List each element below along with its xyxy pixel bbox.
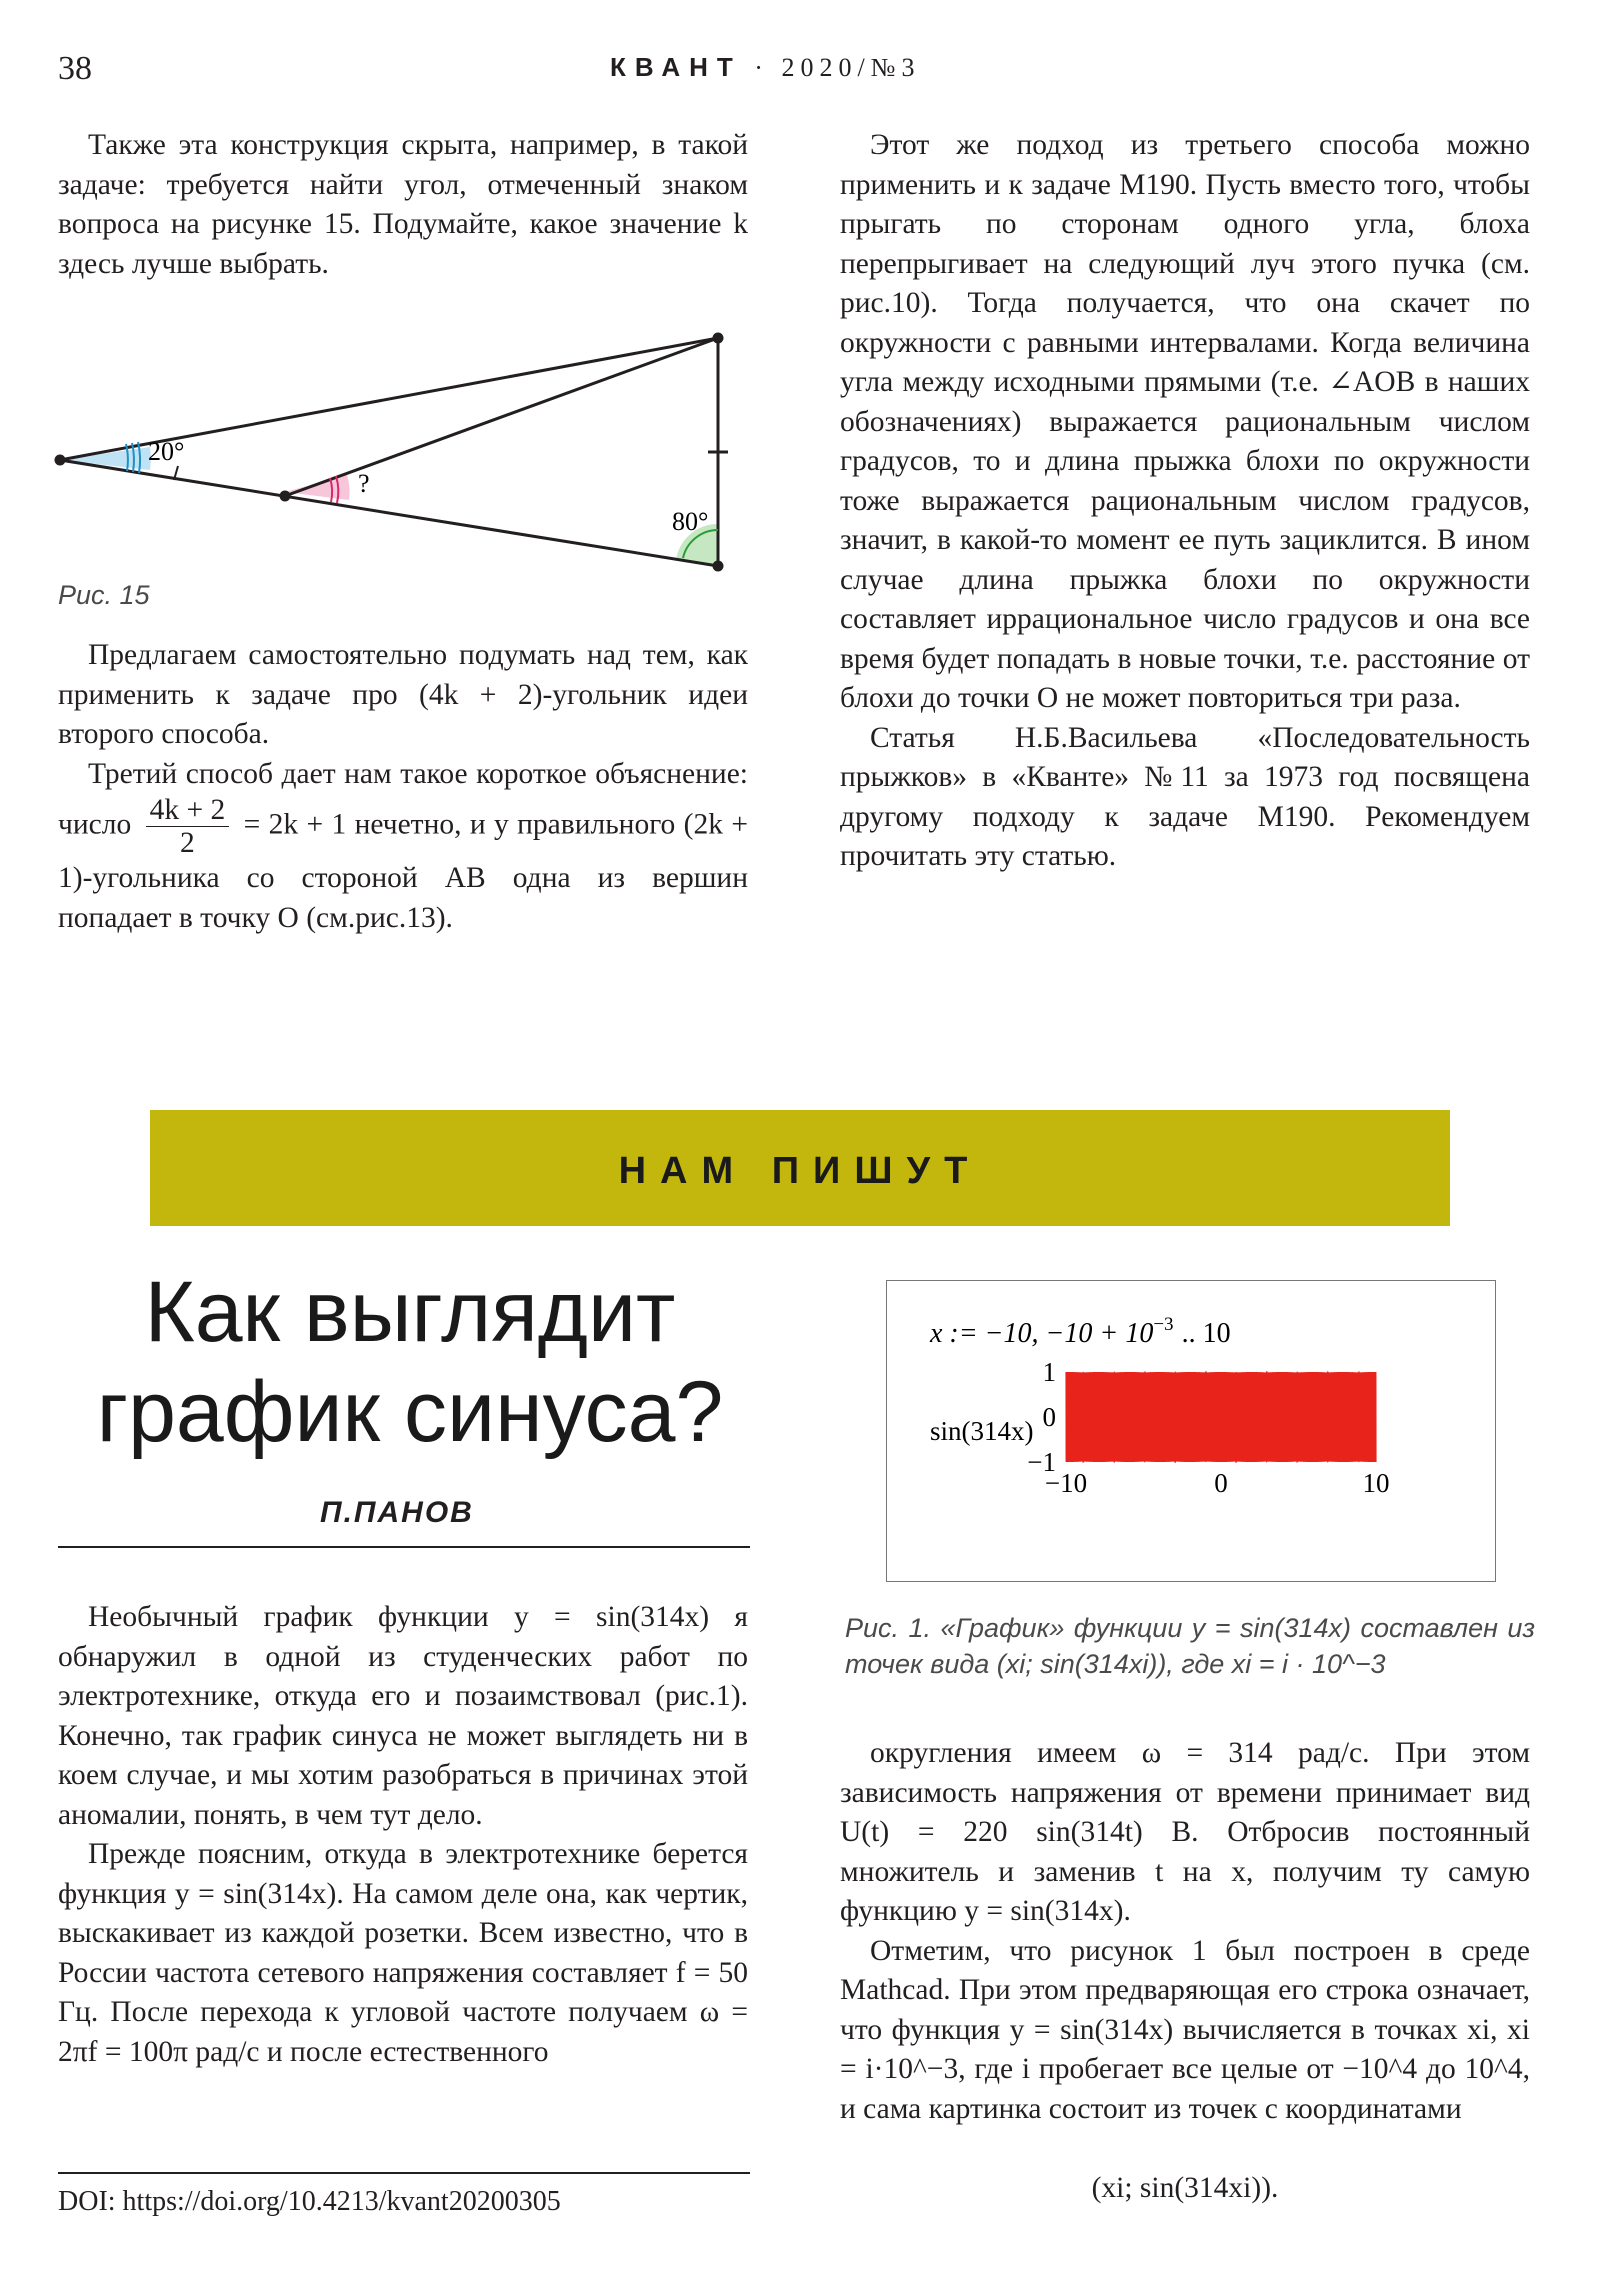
paragraph: округления имеем ω = 314 рад/с. При этом зависимость напряжения от времени принимает вид U(t) = 220 sin(314t) В. Отбросив постоянный множитель и заменив t на x, получим ту самую функцию y = sin(314x). xyxy=(840,1737,1530,1927)
page-number: 38 xyxy=(58,50,92,87)
figure-15 xyxy=(40,320,740,580)
text-span: = 2k + 1 нечетно, и у правильного (2k + 1)-угольника со стороной AB одна из вершин попадает в точку O (см.рис.13). xyxy=(58,808,749,934)
issue-number: · 2020/№3 xyxy=(754,53,921,82)
figure-1-chart xyxy=(886,1280,1494,1580)
coordinate-formula: (xi; sin(314xi)). xyxy=(1091,2172,1279,2204)
range-exponent: −3 xyxy=(1153,1314,1174,1335)
angle-question-fill xyxy=(285,475,350,500)
sine-series-line xyxy=(1066,1372,1376,1462)
paragraph: Статья Н.Б.Васильева «Последовательность прыжков» в «Кванте» №11 за 1973 год посвящена другому подходу к задаче М190. Рекомендуем прочитать эту статью. xyxy=(840,721,1530,872)
top-left-paragraph xyxy=(58,126,748,284)
running-header xyxy=(610,52,921,83)
title-line: график синуса? xyxy=(96,1364,724,1460)
doi-link[interactable]: DOI: https://doi.org/10.4213/kvant20200305 xyxy=(58,2186,561,2217)
paragraph: Прежде поясним, откуда в электротехнике берется функция y = sin(314x). На самом деле она, как чертик, выскакивает из каждой розетки. Всем известно, что в России частота сетевого напряжения составляет f = 50 Гц. После перехода к угловой частоте получаем ω = 2πf = 100π рад/с и после естественного xyxy=(58,1838,748,2068)
top-left-continuation xyxy=(58,636,748,938)
y-tick-label: 1 xyxy=(1042,1357,1056,1387)
paragraph: Также эта конструкция скрыта, например, в такой задаче: требуется найти угол, отмеченный знаком вопроса на рисунке 15. Подумайте, какое значение k здесь лучше выбрать. xyxy=(58,129,748,280)
plot-area xyxy=(1066,1372,1376,1462)
article-title xyxy=(60,1262,760,1462)
vertex-point xyxy=(280,491,291,502)
vertex-point xyxy=(713,561,724,572)
title-rule xyxy=(58,1546,750,1548)
title-line: Как выглядит xyxy=(144,1264,676,1360)
article-right-column xyxy=(840,1734,1530,2129)
fraction-numerator: 4k + 2 xyxy=(146,794,230,827)
y-axis-label: sin(314x) xyxy=(930,1416,1034,1446)
paragraph: Этот же подход из третьего способа можно применить и к задаче М190. Пусть вместо того, чтобы прыгать по сторонам одного угла, блоха перепрыгивает на следующий луч этого пучка (см. рис.10). Тогда получается, что она скачет по окружности с равными интервалами. Когда величина угла между исходными прямыми (т.е. ∠AOB в наших обозначениях) выражается рациональным числом градусов, то и длина прыжка блохи по окружности тоже выражается рациональным числом градусов, значит, в какой-то момент ее путь зациклится. В ином случае длина прыжка блохи по окружности составляет иррациональное число градусов и она все время будет попадать в новые точки, т.е. расстояние от блохи до точки O не может повториться три раза. xyxy=(840,129,1530,714)
range-definition xyxy=(929,1314,1231,1349)
text-span: Третий способ дает нам такое короткое объяснение: число xyxy=(58,757,748,841)
doi-rule xyxy=(58,2172,750,2174)
paragraph: Предлагаем самостоятельно подумать над тем, как применить к задаче про (4k + 2)-угольник идеи второго способа. xyxy=(58,639,748,750)
article-left-column xyxy=(58,1598,748,2072)
paragraph: Отметим, что рисунок 1 был построен в среде Mathcad. При этом предваряющая его строка означает, что функция y = sin(314x) вычисляется в точках xi, xi = i·10^−3, где i пробегает все целые от −10^4 до 10^4, и сама картинка состоит из точек с координатами xyxy=(840,1934,1530,2125)
angle-label-question: ? xyxy=(358,469,370,498)
paragraph xyxy=(58,755,748,939)
range-end: .. 10 xyxy=(1181,1318,1231,1349)
paragraph: Необычный график функции y = sin(314x) я обнаружил в одной из студенческих работ по электротехнике, откуда его и позаимствовал (рис.1). Конечно, так график синуса не может выглядеть ни в коем случае, и мы хотим разобраться в причинах этой аномалии, понять, в чем тут дело. xyxy=(58,1601,748,1831)
segment xyxy=(60,460,718,566)
range-text: x := −10, −10 + 10 xyxy=(930,1318,1154,1349)
fraction-denominator: 2 xyxy=(180,827,195,859)
figure-15-caption: Рис. 15 xyxy=(58,580,150,610)
vertex-point xyxy=(713,333,724,344)
x-tick-label: −10 xyxy=(1044,1468,1088,1498)
journal-name: КВАНТ xyxy=(610,52,742,82)
vertex-point xyxy=(55,455,66,466)
angle-label-20: 20° xyxy=(148,437,185,466)
figure-1-caption: Рис. 1. «График» функции y = sin(314x) составлен из точек вида (xi; sin(314xi)), где xi = i · 10^−3 xyxy=(845,1613,1535,1679)
angle-label-80: 80° xyxy=(672,507,709,536)
section-banner-title: НАМ ПИШУТ xyxy=(618,1150,982,1192)
top-right-column xyxy=(840,126,1530,877)
fraction xyxy=(146,794,230,859)
x-tick-label: 0 xyxy=(1214,1468,1228,1498)
x-tick-label: 10 xyxy=(1362,1468,1390,1498)
y-tick-label: 0 xyxy=(1042,1402,1056,1432)
segment xyxy=(285,338,718,496)
article-author: П.ПАНОВ xyxy=(320,1496,474,1529)
y-tick-label: −1 xyxy=(1027,1447,1056,1477)
